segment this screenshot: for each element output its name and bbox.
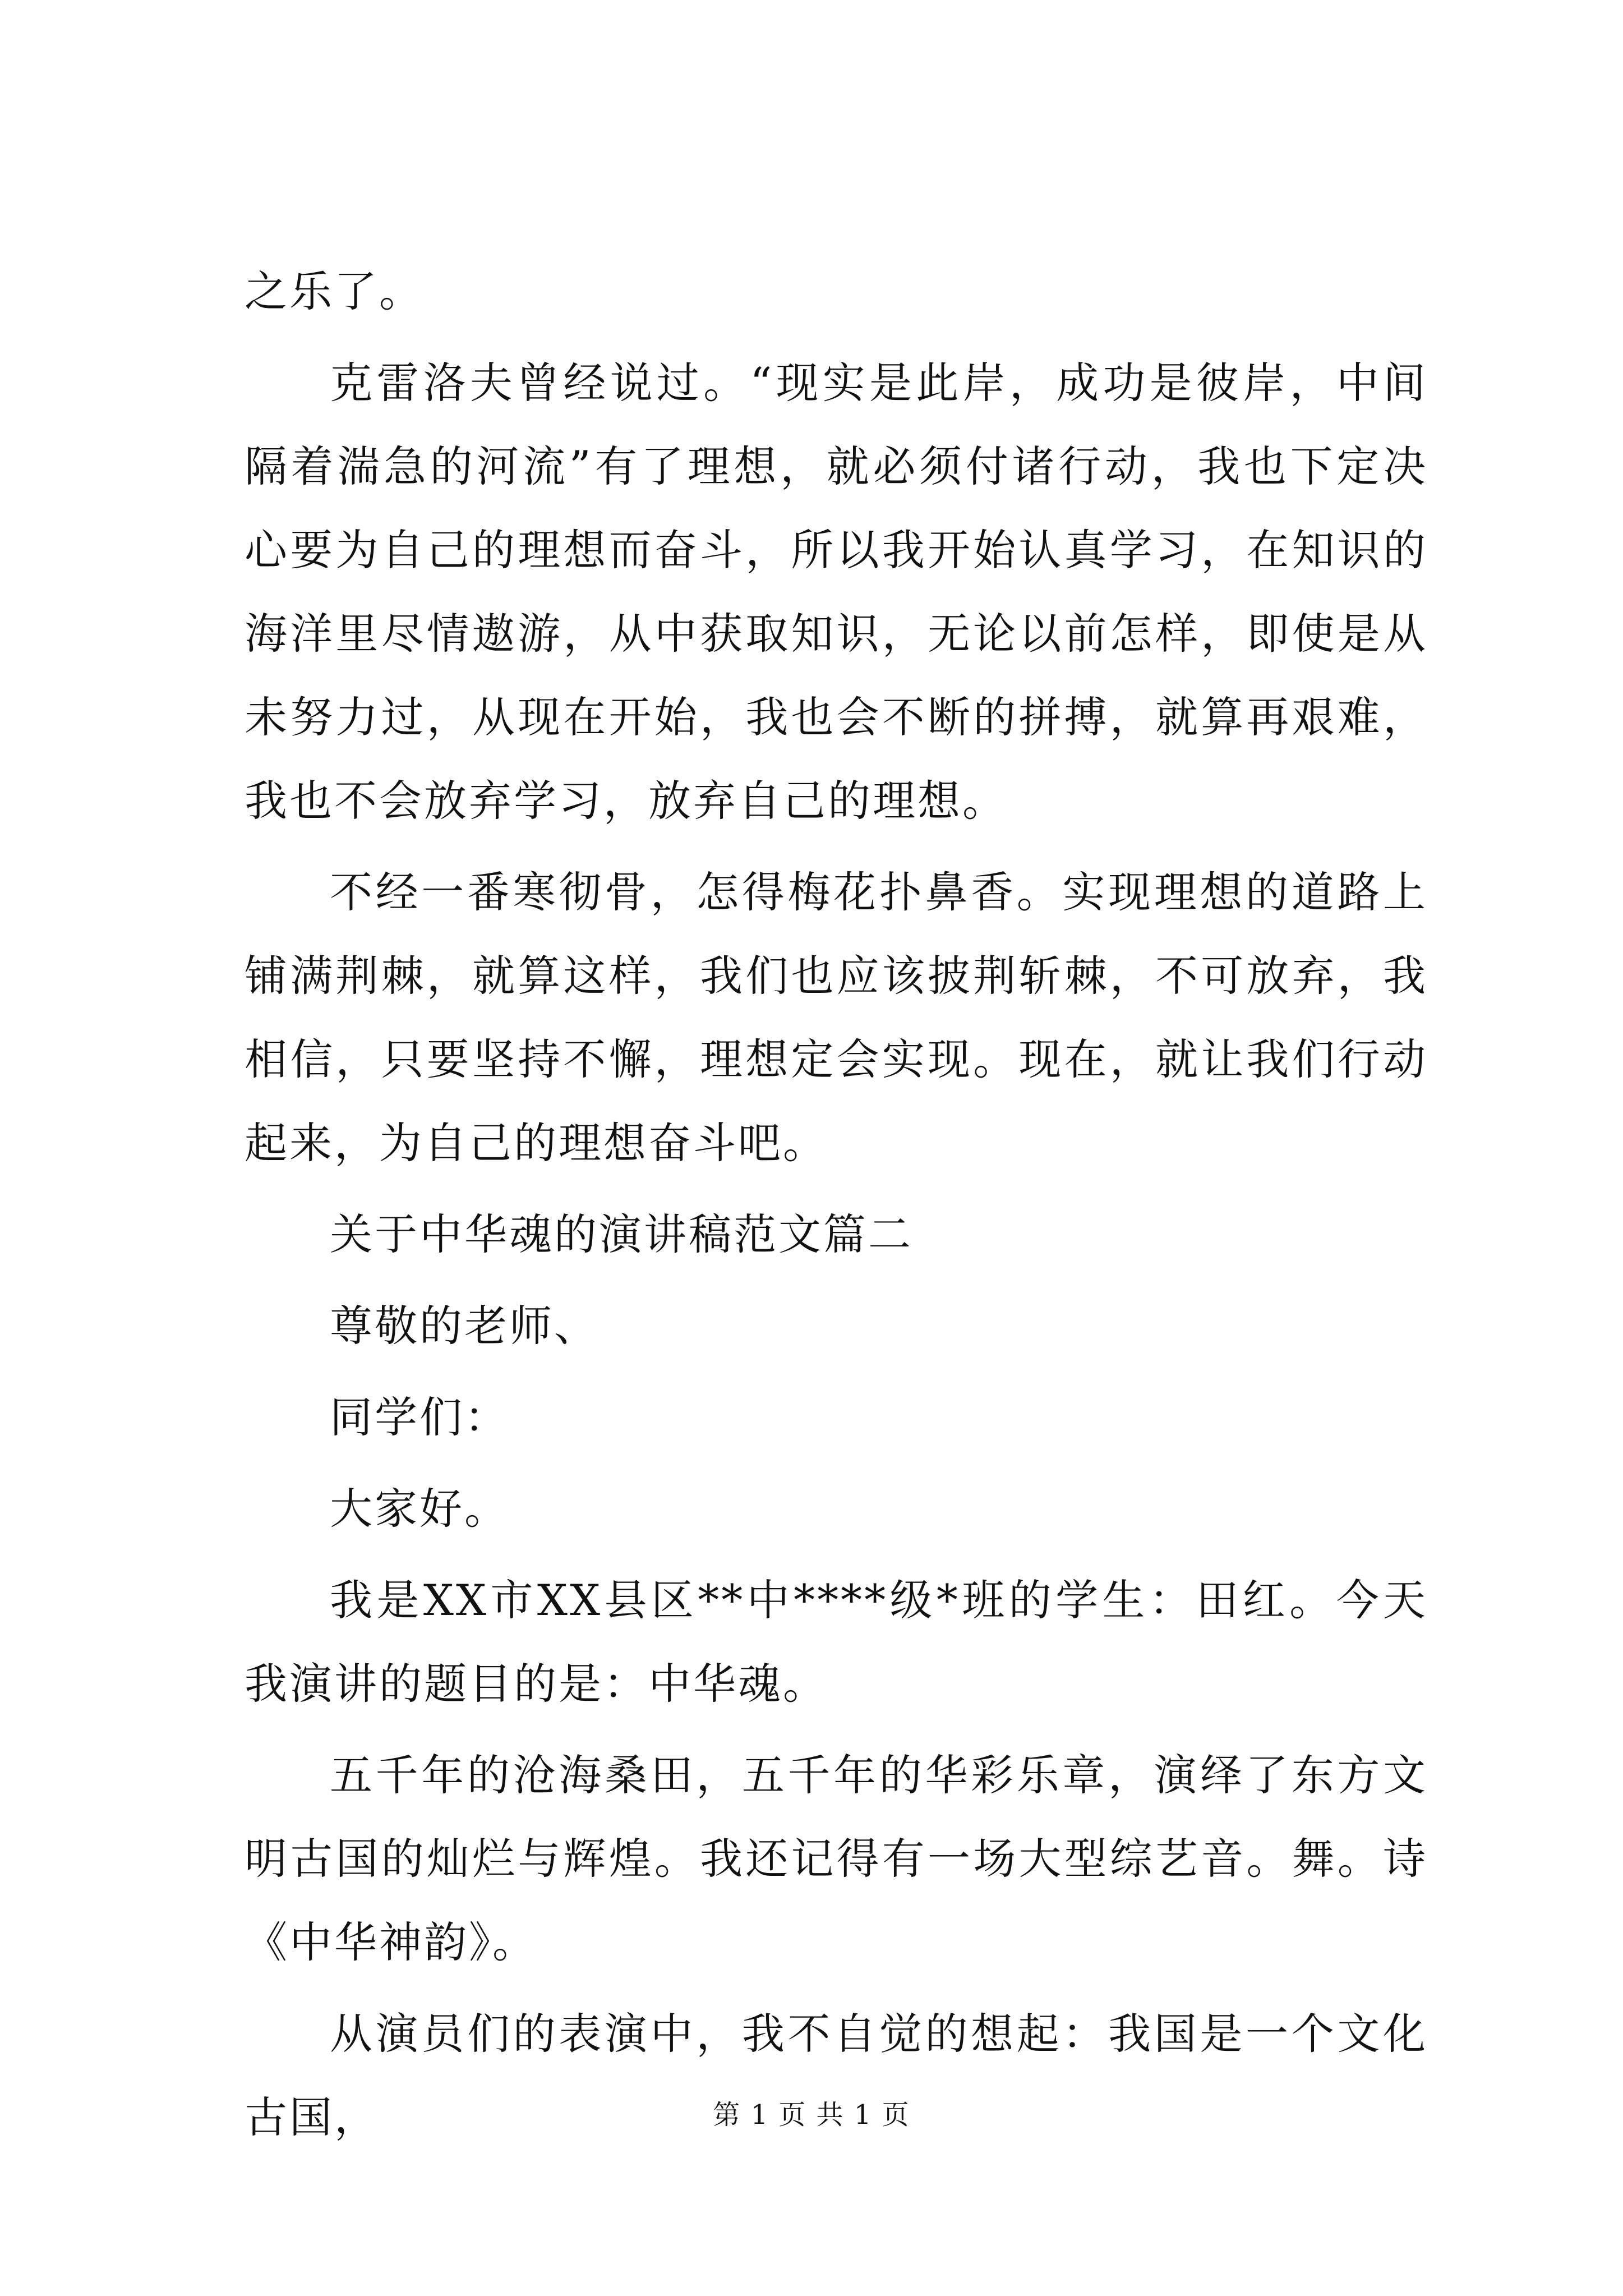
paragraph: 不经一番寒彻骨，怎得梅花扑鼻香。实现理想的道路上铺满荆棘，就算这样，我们也应该披荆斩棘，不可放弃，我相信，只要坚持不懈，理想定会实现。现在，就让我们行动起来，为自己的理想奋斗吧。	[245, 867, 1428, 1168]
greeting-line: 大家好。	[330, 1484, 509, 1534]
greeting-line: 尊敬的老师、	[330, 1301, 599, 1351]
paragraph: 之乐了。	[245, 266, 424, 316]
paragraph: 我是XX市XX县区**中****级*班的学生：田红。今天我演讲的题目的是：中华魂。	[245, 1575, 1428, 1709]
greeting-line: 同学们：	[330, 1392, 509, 1442]
page-number-label: 第 1 页 共 1 页	[713, 2099, 910, 2131]
section-heading: 关于中华魂的演讲稿范文篇二	[330, 1209, 913, 1259]
paragraph: 从演员们的表演中，我不自觉的想起：我国是一个文化古国，	[245, 2009, 1428, 2142]
paragraph: 克雷洛夫曾经说过。“现实是此岸，成功是彼岸，中间隔着湍急的河流”有了理想，就必须付诸行动，我也下定决心要为自己的理想而奋斗，所以我开始认真学习，在知识的海洋里尽情遨游，从中获取知识，无论以前怎样，即使是从未努力过，从现在开始，我也会不断的拼搏，就算再艰难，我也不会放弃学习，放弃自己的理想。	[245, 358, 1428, 826]
paragraph: 五千年的沧海桑田，五千年的华彩乐章，演绎了东方文明古国的灿烂与辉煌。我还记得有一场大型综艺音。舞。诗《中华神韵》。	[245, 1750, 1428, 1967]
document-body	[245, 250, 1428, 2167]
page-footer	[0, 2098, 1623, 2132]
